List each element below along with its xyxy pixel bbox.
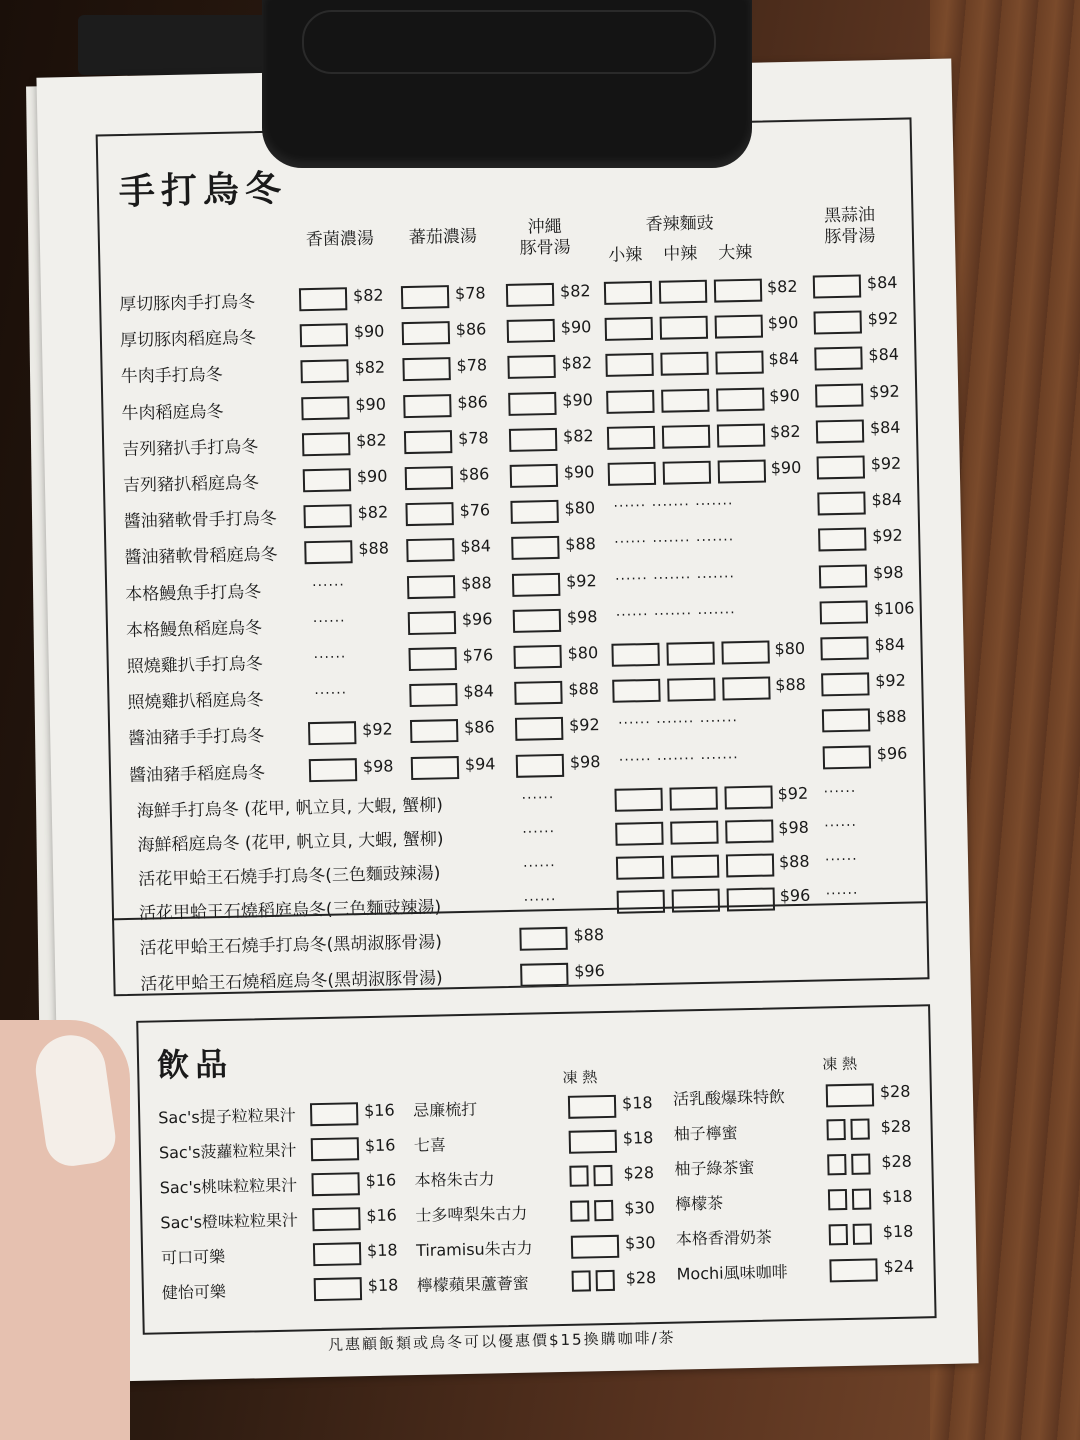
- header-garlic-text: 黑蒜油 豚骨湯: [823, 205, 876, 248]
- tomato-price: $86: [458, 464, 490, 484]
- udon-item-name: 醬油豬軟骨稻庭烏冬: [124, 545, 278, 569]
- udon-item-name: 本格鰻魚手打烏冬: [125, 581, 262, 605]
- drink-hot-checkbox: [593, 1165, 612, 1186]
- garlic-checkbox: [818, 528, 866, 552]
- tomato-price: $86: [455, 319, 487, 340]
- seafood-item-name: 海鮮手打烏冬 (花甲, 帆立貝, 大蝦, 蟹柳): [136, 795, 444, 822]
- tomato-checkbox: [402, 358, 450, 382]
- garlic-price: $92: [867, 308, 899, 329]
- cold-hot-label: 凍 熱: [562, 1068, 598, 1087]
- udon-item-name: 牛肉手打烏冬: [120, 365, 223, 388]
- mushroom-price: $82: [354, 357, 386, 378]
- drink-hot-checkbox: [594, 1200, 613, 1221]
- mushroom-checkbox: [299, 287, 347, 311]
- tomato-price: $94: [464, 753, 496, 774]
- okinawa-price: $92: [568, 715, 600, 736]
- udon-item-name: 醬油豬手稻庭烏冬: [128, 762, 266, 786]
- garlic-checkbox: [814, 347, 862, 371]
- garlic-price: $96: [876, 743, 908, 763]
- garlic-price: $92: [872, 526, 903, 546]
- cold-hot-label: 凍 熱: [822, 1054, 858, 1074]
- garlic-dots: ......: [823, 779, 857, 797]
- udon-item-name: 照燒雞扒手打烏冬: [126, 654, 263, 677]
- mushroom-price: $90: [356, 466, 388, 487]
- pepper-item-name: 活花甲蛤王石燒手打烏冬(黑胡淑豚骨湯): [139, 932, 443, 959]
- spicy-large-checkbox: [718, 460, 766, 484]
- spicy-large-checkbox: [726, 853, 774, 877]
- mushroom-price: $90: [355, 394, 387, 414]
- drink-price: $28: [881, 1151, 913, 1172]
- drink-cold-checkbox: [829, 1224, 848, 1245]
- tomato-price: $78: [454, 283, 486, 304]
- drink-hot-checkbox: [852, 1188, 871, 1209]
- udon-item-name: 本格鰻魚稻庭烏冬: [125, 617, 263, 641]
- spicy-large-checkbox: [715, 351, 763, 375]
- spicy-small-checkbox: [611, 643, 659, 667]
- tomato-price: $84: [463, 681, 495, 702]
- spicy-medium-checkbox: [660, 352, 708, 376]
- mushroom-price: $82: [352, 285, 384, 306]
- tomato-price: $84: [460, 536, 492, 557]
- header-okinawa-text: 沖繩 豚骨湯: [519, 216, 571, 259]
- drink-name: 檸檬茶: [674, 1193, 724, 1214]
- drink-hot-checkbox: [853, 1223, 872, 1244]
- okinawa-price: $98: [569, 751, 601, 772]
- tomato-checkbox: [408, 611, 456, 635]
- drink-cold-checkbox: [827, 1154, 846, 1175]
- spicy-medium-checkbox: [666, 642, 714, 666]
- pepper-price: $96: [574, 961, 606, 981]
- spicy-price: $88: [778, 851, 810, 872]
- mushroom-price: $88: [358, 538, 390, 559]
- okinawa-checkbox: [513, 645, 561, 669]
- mushroom-dots: ......: [311, 572, 345, 590]
- okinawa-price: $90: [562, 389, 594, 410]
- spicy-price: $80: [774, 638, 806, 659]
- drink-name: 本格朱古力: [414, 1169, 495, 1191]
- header-spicy-small: 小辣: [608, 245, 643, 266]
- spicy-dots: ...... ....... .......: [615, 600, 736, 620]
- spicy-small-checkbox: [617, 890, 665, 914]
- garlic-price: $88: [875, 707, 907, 727]
- garlic-checkbox: [813, 275, 861, 299]
- spicy-small-checkbox: [608, 462, 656, 486]
- garlic-checkbox: [821, 673, 869, 697]
- drinks-section-frame: [136, 1004, 936, 1335]
- drink-name: 檸檬蘋果蘆薈蜜: [416, 1273, 530, 1296]
- udon-item-name: 牛肉稻庭烏冬: [121, 401, 224, 424]
- spicy-price: $90: [770, 457, 802, 478]
- spicy-medium-checkbox: [670, 820, 718, 844]
- pepper-checkbox: [520, 963, 568, 987]
- spicy-small-checkbox: [614, 788, 662, 812]
- spicy-price: $90: [767, 313, 799, 333]
- mushroom-dots: ......: [312, 609, 346, 626]
- mushroom-checkbox: [300, 323, 348, 347]
- drink-price: $18: [622, 1128, 654, 1148]
- drink-checkbox: [312, 1207, 360, 1231]
- spicy-price: $82: [769, 421, 801, 442]
- spicy-large-checkbox: [722, 677, 770, 701]
- drinks-title: 飲品: [156, 1044, 234, 1085]
- garlic-checkbox: [815, 383, 863, 407]
- drink-name: Mochi風味咖啡: [676, 1262, 788, 1284]
- drink-checkbox: [314, 1277, 362, 1301]
- drink-price: $18: [882, 1221, 914, 1242]
- drink-checkbox: [571, 1235, 619, 1259]
- tomato-checkbox: [411, 756, 459, 780]
- menu-content: [36, 59, 978, 1383]
- spicy-dots: ...... ....... .......: [613, 492, 734, 511]
- spicy-large-checkbox: [725, 819, 773, 843]
- mushroom-price: $82: [357, 502, 389, 523]
- mushroom-price: $82: [355, 430, 387, 450]
- header-garlic: [809, 205, 890, 249]
- garlic-checkbox: [820, 600, 868, 624]
- okinawa-price: $88: [565, 534, 597, 555]
- spicy-large-checkbox: [715, 315, 763, 339]
- garlic-checkbox: [823, 745, 871, 769]
- drink-name: 本格香滑奶茶: [675, 1227, 773, 1249]
- okinawa-dots: ......: [522, 819, 556, 837]
- seafood-item-name: 海鮮稻庭烏冬 (花甲, 帆立貝, 大蝦, 蟹柳): [137, 829, 444, 856]
- tomato-checkbox: [410, 719, 458, 743]
- okinawa-price: $98: [566, 606, 598, 627]
- drink-name: 可口可樂: [160, 1247, 226, 1268]
- header-spicy-medium: 中辣: [663, 243, 698, 265]
- udon-item-name: 厚切豚肉稻庭烏冬: [119, 328, 257, 352]
- okinawa-price: $82: [559, 281, 591, 301]
- okinawa-price: $88: [568, 679, 600, 699]
- menu-sheet: [36, 59, 978, 1383]
- spicy-small-checkbox: [606, 389, 654, 413]
- okinawa-price: $82: [561, 353, 593, 374]
- mushroom-dots: ......: [313, 645, 347, 663]
- spicy-large-checkbox: [724, 785, 772, 809]
- garlic-price: $84: [871, 489, 903, 510]
- tomato-checkbox: [408, 647, 456, 671]
- drink-price: $16: [366, 1205, 398, 1226]
- drink-price: $18: [881, 1186, 913, 1207]
- spicy-price: $96: [779, 885, 811, 906]
- garlic-checkbox: [822, 709, 870, 733]
- spicy-small-checkbox: [615, 822, 663, 846]
- drink-price: $18: [366, 1240, 398, 1261]
- tomato-price: $78: [456, 355, 488, 376]
- okinawa-checkbox: [513, 609, 561, 633]
- tomato-checkbox: [403, 394, 451, 418]
- drink-price: $16: [363, 1100, 395, 1121]
- garlic-price: $92: [875, 670, 906, 691]
- okinawa-checkbox: [509, 428, 557, 452]
- spicy-price: $84: [768, 349, 800, 369]
- okinawa-price: $92: [565, 570, 597, 591]
- garlic-price: $84: [868, 345, 900, 365]
- garlic-price: $84: [866, 272, 898, 293]
- spicy-medium-checkbox: [667, 678, 715, 702]
- mushroom-checkbox: [303, 504, 351, 528]
- tomato-price: $88: [460, 572, 492, 593]
- spicy-medium-checkbox: [660, 316, 708, 340]
- okinawa-checkbox: [508, 392, 556, 416]
- okinawa-checkbox: [510, 500, 558, 524]
- spicy-medium-checkbox: [672, 888, 720, 912]
- drink-cold-checkbox: [569, 1165, 588, 1186]
- spicy-medium-checkbox: [663, 461, 711, 485]
- okinawa-checkbox: [506, 283, 554, 307]
- udon-item-name: 醬油豬軟骨手打烏冬: [123, 508, 277, 533]
- spicy-dots: ...... ....... .......: [617, 709, 739, 729]
- spicy-medium-checkbox: [661, 388, 709, 412]
- header-tomato: 蕃茄濃湯: [408, 226, 478, 248]
- garlic-checkbox: [814, 311, 862, 335]
- drink-price: $28: [879, 1081, 911, 1102]
- drink-name: Sac's桃味粒粒果汁: [159, 1175, 298, 1198]
- spicy-large-checkbox: [717, 423, 765, 447]
- garlic-checkbox: [816, 419, 864, 443]
- tomato-checkbox: [402, 321, 450, 345]
- pepper-checkbox: [519, 927, 567, 951]
- drink-cold-checkbox: [572, 1270, 591, 1291]
- drink-price: $30: [624, 1198, 655, 1218]
- spicy-medium-checkbox: [671, 854, 719, 878]
- drink-hot-checkbox: [850, 1119, 869, 1140]
- okinawa-checkbox: [507, 355, 555, 379]
- seafood-item-name: 活花甲蛤王石燒手打烏冬(三色麵豉辣湯): [138, 863, 441, 890]
- tomato-price: $86: [457, 391, 489, 412]
- spicy-large-checkbox: [727, 887, 775, 911]
- tomato-checkbox: [405, 502, 453, 526]
- okinawa-checkbox: [514, 681, 562, 705]
- garlic-checkbox: [819, 564, 867, 588]
- tomato-checkbox: [406, 538, 454, 562]
- spicy-small-checkbox: [612, 679, 660, 703]
- tomato-checkbox: [409, 683, 457, 707]
- spicy-small-checkbox: [605, 353, 653, 377]
- drink-checkbox: [310, 1102, 358, 1126]
- drink-name: Sac's提子粒粒果汁: [158, 1105, 296, 1128]
- spicy-small-checkbox: [604, 281, 652, 305]
- drink-price: $18: [367, 1275, 399, 1296]
- spicy-price: $92: [777, 783, 809, 804]
- drink-name: 七喜: [413, 1135, 447, 1156]
- garlic-price: $84: [869, 417, 901, 438]
- tomato-checkbox: [401, 285, 449, 309]
- spicy-price: $98: [778, 817, 810, 838]
- garlic-dots: ......: [825, 881, 859, 899]
- okinawa-price: $82: [562, 425, 594, 446]
- spicy-dots: ...... ....... .......: [614, 564, 736, 584]
- drink-name: Tiramisu朱古力: [415, 1238, 533, 1261]
- drink-price: $18: [621, 1093, 653, 1113]
- drink-checkbox: [569, 1130, 617, 1154]
- spicy-small-checkbox: [616, 856, 664, 880]
- drink-price: $28: [625, 1268, 657, 1288]
- mushroom-checkbox: [302, 432, 350, 456]
- spicy-price: $90: [769, 385, 800, 406]
- drink-checkbox: [568, 1095, 616, 1119]
- clipboard-clip: [262, 0, 752, 168]
- drink-name: 柚子檸蜜: [673, 1123, 738, 1144]
- tomato-price: $86: [463, 717, 495, 738]
- drink-cold-checkbox: [828, 1189, 847, 1210]
- garlic-checkbox: [817, 455, 865, 479]
- pepper-price: $88: [573, 925, 605, 945]
- spicy-small-checkbox: [607, 426, 655, 450]
- udon-item-name: 厚切豚肉手打烏冬: [119, 292, 256, 316]
- header-okinawa: [509, 216, 580, 259]
- okinawa-checkbox: [511, 536, 559, 560]
- mushroom-checkbox: [300, 360, 348, 384]
- tomato-checkbox: [405, 466, 453, 490]
- mushroom-checkbox: [308, 722, 356, 746]
- garlic-price: $92: [868, 381, 900, 401]
- pepper-item-name: 活花甲蛤王石燒稻庭烏冬(黑胡淑豚骨湯): [140, 968, 443, 995]
- clip-ridge: [302, 10, 716, 74]
- mushroom-price: $98: [362, 755, 394, 776]
- garlic-dots: ......: [824, 847, 858, 865]
- spicy-medium-checkbox: [669, 786, 717, 810]
- tomato-price: $78: [457, 428, 489, 448]
- garlic-price: $106: [873, 598, 915, 619]
- drink-name: Sac's菠蘿粒粒果汁: [158, 1140, 297, 1163]
- header-mushroom: 香菌濃湯: [305, 228, 375, 251]
- tomato-price: $96: [461, 609, 493, 629]
- tomato-checkbox: [407, 575, 455, 599]
- drink-cold-checkbox: [570, 1200, 589, 1221]
- spicy-price: $88: [775, 674, 807, 695]
- drink-checkbox: [313, 1242, 361, 1266]
- header-spicy-large: 大辣: [718, 242, 753, 264]
- drink-price: $28: [623, 1163, 655, 1183]
- okinawa-price: $90: [563, 462, 595, 482]
- okinawa-checkbox: [510, 464, 558, 488]
- spicy-large-checkbox: [721, 640, 769, 664]
- okinawa-checkbox: [507, 319, 555, 343]
- spicy-medium-checkbox: [659, 280, 707, 304]
- okinawa-dots: ......: [521, 785, 555, 803]
- garlic-price: $84: [874, 634, 906, 655]
- drink-price: $24: [883, 1256, 915, 1277]
- okinawa-dots: ......: [522, 853, 556, 871]
- udon-title: 手打烏冬: [118, 167, 288, 214]
- udon-item-name: 照燒雞扒稻庭烏冬: [127, 690, 264, 714]
- drink-name: 士多啤梨朱古力: [415, 1203, 528, 1226]
- drink-price: $16: [364, 1135, 396, 1156]
- drink-name: 柚子綠茶蜜: [674, 1157, 755, 1179]
- footer-note: 凡惠顧飯類或烏冬可以優惠價$15換購咖啡/茶: [327, 1328, 676, 1354]
- spicy-large-checkbox: [714, 279, 762, 303]
- udon-item-name: 吉列豬扒稻庭烏冬: [122, 473, 260, 496]
- drink-cold-checkbox: [826, 1119, 845, 1140]
- garlic-checkbox: [820, 636, 868, 660]
- drink-hot-checkbox: [851, 1154, 870, 1175]
- drink-price: $28: [880, 1116, 912, 1137]
- tomato-price: $76: [459, 500, 491, 521]
- okinawa-checkbox: [515, 717, 563, 741]
- mushroom-checkbox: [304, 541, 352, 565]
- drink-price: $30: [624, 1233, 656, 1253]
- okinawa-price: $80: [564, 498, 596, 518]
- mushroom-checkbox: [301, 396, 349, 420]
- header-spicy: 香辣麵豉: [645, 213, 714, 235]
- tomato-checkbox: [404, 430, 452, 454]
- tomato-price: $76: [462, 645, 494, 665]
- spicy-price: $82: [766, 276, 798, 297]
- spicy-small-checkbox: [605, 317, 653, 341]
- drink-checkbox: [826, 1083, 874, 1107]
- drink-name: Sac's橙味粒粒果汁: [160, 1210, 299, 1233]
- drink-price: $16: [365, 1170, 397, 1191]
- spicy-dots: ...... ....... .......: [614, 528, 735, 548]
- garlic-checkbox: [817, 492, 865, 516]
- drink-name: 忌廉梳打: [412, 1099, 478, 1121]
- okinawa-dots: ......: [523, 887, 557, 905]
- drink-name: 活乳酸爆珠特飲: [672, 1087, 786, 1109]
- spicy-dots: ...... ....... .......: [618, 745, 739, 765]
- drink-checkbox: [829, 1258, 877, 1282]
- udon-item-name: 吉列豬扒手打烏冬: [122, 436, 259, 460]
- drink-name: 健怡可樂: [161, 1282, 227, 1303]
- okinawa-price: $80: [567, 643, 599, 663]
- okinawa-checkbox: [516, 753, 564, 777]
- seafood-item-name: 活花甲蛤王石燒稻庭烏冬(三色麵豉辣湯): [138, 897, 442, 924]
- garlic-price: $92: [870, 453, 902, 474]
- mushroom-checkbox: [303, 468, 351, 492]
- mushroom-price: $92: [361, 719, 393, 740]
- spicy-medium-checkbox: [662, 424, 710, 448]
- drink-checkbox: [311, 1137, 359, 1161]
- mushroom-checkbox: [309, 758, 357, 782]
- mushroom-dots: ......: [314, 681, 348, 699]
- drink-checkbox: [311, 1172, 359, 1196]
- garlic-price: $98: [872, 562, 904, 582]
- mushroom-price: $90: [353, 321, 385, 342]
- spicy-large-checkbox: [716, 387, 764, 411]
- okinawa-price: $90: [560, 317, 592, 337]
- garlic-dots: ......: [824, 813, 858, 831]
- okinawa-checkbox: [512, 572, 560, 596]
- udon-item-name: 醬油豬手手打烏冬: [128, 726, 265, 750]
- drink-hot-checkbox: [596, 1270, 615, 1291]
